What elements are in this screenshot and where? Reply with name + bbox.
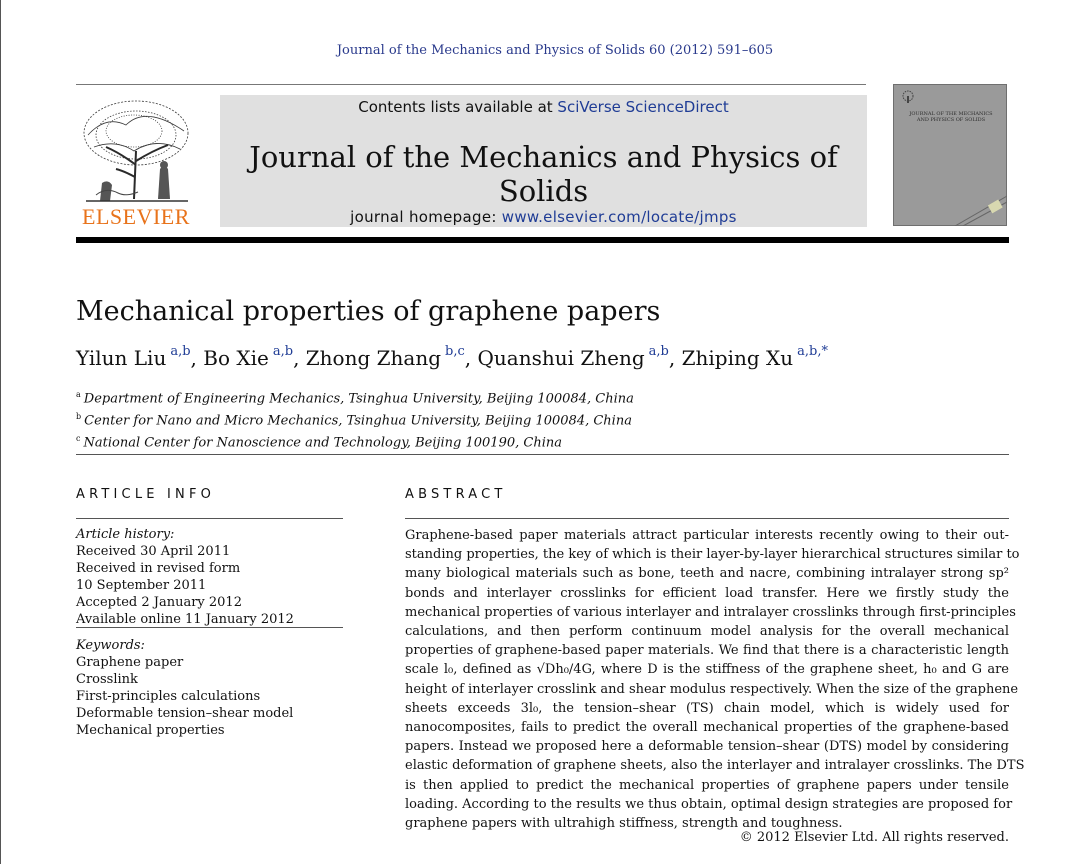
author-name: Zhiping Xu [681, 346, 794, 370]
abstract-line: bonds and interlayer crosslinks for efficient load transfer. Here we firstly study the [405, 585, 1009, 601]
affiliation [76, 430, 634, 452]
top-rule [76, 84, 866, 85]
journal-name: Journal of the Mechanics and Physics of Solids [249, 140, 838, 208]
abstract-heading: ABSTRACT [405, 487, 507, 502]
author-separator: , [668, 346, 682, 370]
author-affiliation-marker[interactable]: a,b [170, 344, 191, 360]
abstract-line: graphene papers with ultrahigh stiffness, strength and toughness. [405, 816, 843, 832]
abstract-line: many biological materials such as bone, teeth and nacre, combining intralayer strong sp² [405, 566, 1009, 582]
history-entry: 10 September 2011 [76, 578, 207, 593]
author-affiliation-marker[interactable]: a,b,* [797, 344, 828, 360]
author-separator: , [293, 346, 306, 370]
keyword: Crosslink [76, 672, 138, 687]
author-name: Zhong Zhang [305, 346, 442, 370]
abstract-line: elastic deformation of graphene sheets, also the interlayer and intralayer crosslinks. The DTS [405, 758, 1025, 774]
history-entry: Received in revised form [76, 561, 241, 576]
affiliation-marker: c [76, 433, 81, 443]
author-list [76, 346, 828, 370]
journal-cover-thumbnail[interactable] [893, 84, 1007, 226]
abstract-line: Graphene-based paper materials attract particular interests recently owing to their out- [405, 528, 1009, 543]
abstract-line: sheets exceeds 3l₀, the tension–shear (TS) chain model, which is widely used for [405, 700, 1009, 716]
affiliation-text: Department of Engineering Mechanics, Tsinghua University, Beijing 100084, China [83, 391, 634, 407]
article-info-rule-mid [76, 627, 343, 628]
abstract-line: loading. According to the results we thus obtain, optimal design strategies are proposed for [405, 796, 1013, 812]
homepage-line [220, 208, 867, 226]
sciencedirect-link[interactable]: SciVerse ScienceDirect [557, 98, 729, 116]
elsevier-wordmark: ELSEVIER [82, 204, 190, 229]
journal-masthead [220, 95, 867, 227]
contents-prefix: Contents lists available at [358, 98, 558, 116]
keyword: Graphene paper [76, 655, 184, 670]
keyword: First-principles calculations [76, 689, 261, 704]
author-separator: , [190, 346, 204, 370]
abstract-text [405, 526, 1025, 833]
masthead-thick-rule [76, 237, 1009, 243]
abstract-line: scale l₀, defined as √Dh₀/4G, where D is the stiffness of the graphene sheet, h₀ and G are [405, 662, 1009, 678]
article-info-rule-top [76, 518, 343, 519]
author-affiliation-marker[interactable]: b,c [445, 344, 465, 360]
history-entry: Received 30 April 2011 [76, 544, 231, 559]
keyword: Deformable tension–shear model [76, 706, 294, 721]
abstract-line: properties of graphene-based paper materials. We find that there is a characteristic length [405, 643, 1009, 659]
article-history [76, 526, 294, 628]
affiliation [76, 408, 634, 430]
article-info-heading: ARTICLE INFO [76, 487, 216, 502]
author-name: Bo Xie [203, 346, 269, 370]
affiliation-marker: a [76, 390, 81, 399]
author-affiliation-marker[interactable]: a,b [272, 344, 294, 360]
author-separator: , [464, 346, 478, 370]
abstract-line: standing properties, the key of which is their layer-by-layer hierarchical structures similar to [405, 547, 1020, 563]
paper-title: Mechanical properties of graphene papers [76, 296, 661, 327]
abstract-line: calculations, and then perform continuum model analysis for the overall mechanical [405, 624, 1009, 640]
homepage-prefix: journal homepage: [350, 208, 502, 226]
affiliations [76, 386, 634, 451]
author-affiliation-marker[interactable]: a,b [648, 344, 669, 360]
article-history-label: Article history: [76, 527, 175, 542]
history-entry: Available online 11 January 2012 [76, 612, 294, 627]
keyword: Mechanical properties [76, 723, 225, 738]
title-section-rule [76, 454, 1009, 455]
copyright-notice: © 2012 Elsevier Ltd. All rights reserved. [739, 830, 1009, 845]
affiliation-marker: b [76, 411, 82, 421]
history-entry: Accepted 2 January 2012 [76, 595, 242, 610]
author-name: Quanshui Zheng [477, 346, 645, 370]
author-name: Yilun Liu [76, 346, 167, 370]
affiliation-text: Center for Nano and Micro Mechanics, Tsinghua University, Beijing 100084, China [84, 413, 632, 429]
cover-journal-title: JOURNAL OF THE MECHANICS AND PHYSICS OF SOLIDS [909, 111, 993, 123]
keywords-label: Keywords: [76, 638, 145, 653]
page-edge [0, 0, 1, 864]
keywords [76, 637, 293, 739]
abstract-line: nanocomposites, fails to predict the overall mechanical properties of the graphene-based [405, 720, 1009, 736]
cover-diagonal-band [893, 84, 1007, 226]
abstract-line: height of interlayer crosslink and shear modulus respectively. When the size of the graphene [405, 681, 1019, 697]
abstract-line: papers. Instead we proposed here a deformable tension–shear (DTS) model by considering [405, 739, 1009, 755]
abstract-line: mechanical properties of various interlayer and intralayer crosslinks through first-principles [405, 604, 1016, 620]
affiliation [76, 386, 634, 408]
affiliation-text: National Center for Nanoscience and Technology, Beijing 100190, China [83, 434, 562, 450]
running-head[interactable]: Journal of the Mechanics and Physics of Solids 60 (2012) 591–605 [336, 43, 774, 58]
abstract-line: is then applied to predict the mechanical properties of graphene papers under tensile [405, 777, 1009, 793]
journal-homepage-link[interactable]: www.elsevier.com/locate/jmps [501, 208, 737, 226]
abstract-rule-top [405, 518, 1009, 519]
contents-line [220, 98, 867, 116]
